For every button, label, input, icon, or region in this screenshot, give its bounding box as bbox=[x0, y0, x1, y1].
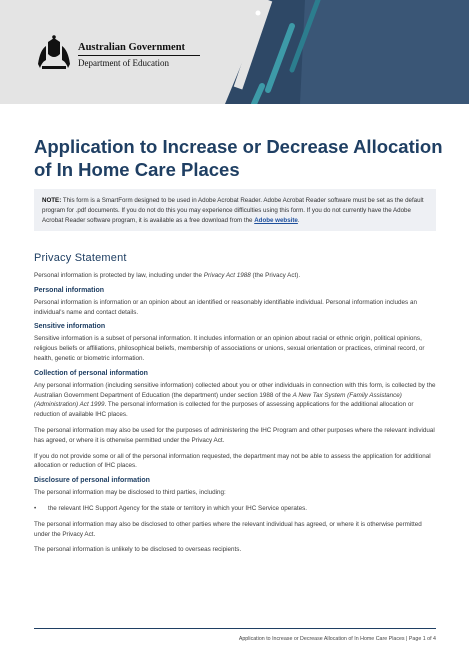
collection-section bbox=[34, 370, 438, 471]
coat-of-arms-icon bbox=[34, 34, 74, 74]
collection-heading: Collection of personal information bbox=[34, 369, 148, 377]
personal-information-section bbox=[34, 287, 438, 318]
collection-act-name: A New Tax System (Family Assistance) (Administration) Act 1999 bbox=[34, 391, 402, 409]
disclosure-text-1: The personal information may be disclosed to third parties, including: bbox=[34, 489, 226, 497]
collection-text-2: The personal information may also be used for the purposes of administering the IHC Program and other purposes where the relevant individual has agreed, or where it is otherwise permitted under the Privacy Act. bbox=[34, 426, 435, 444]
disclosure-text-3: The personal information is unlikely to be disclosed to overseas recipients. bbox=[34, 546, 242, 554]
privacy-intro bbox=[34, 271, 438, 281]
personal-information-heading: Personal information bbox=[34, 286, 105, 294]
collection-text-3: If you do not provide some or all of the personal information requested, the department may not be able to assess the application for additional allocation or reduction of IHC places. bbox=[34, 452, 431, 470]
adobe-website-link[interactable]: Adobe website bbox=[254, 217, 298, 224]
intro-act-name: Privacy Act 1988 bbox=[203, 272, 251, 279]
note-text: This form is a SmartForm designed to be used in Adobe Acrobat Reader. Adobe Acrobat Reader software must be set as the default program for .pdf documents. If you do not do this you may experience difficulties using this form. If you do not currently have the Adobe Acrobat Reader software program, it is available as a free download from the bbox=[42, 197, 424, 224]
disclosure-bullet bbox=[34, 504, 438, 514]
intro-text-end: (the Privacy Act). bbox=[250, 272, 301, 279]
bullet-icon: • bbox=[34, 504, 37, 512]
intro-text: Personal information is protected by law, including under the bbox=[34, 272, 204, 279]
note-end: . bbox=[297, 217, 300, 224]
sensitive-information-text: Sensitive information is a subset of personal information. It includes information or an opinion about racial or ethnic origin, political opinions, religious beliefs or affiliations, philosophical beliefs, membership of associations or unions, sexual orientation or practices, criminal record, or health, genetic or biometric information. bbox=[34, 335, 425, 362]
header-banner bbox=[0, 0, 469, 104]
disclosure-section bbox=[34, 477, 438, 555]
note-label: NOTE: bbox=[42, 197, 62, 204]
disclosure-bullet-text: the relevant IHC Support Agency for the state or territory in which your IHC Service operates. bbox=[48, 504, 307, 512]
government-logo bbox=[34, 34, 194, 74]
personal-information-text: Personal information is information or an opinion about an identified or reasonably identifiable individual. Personal information includes an individual's name and contact details. bbox=[34, 298, 417, 316]
page-title: Application to Increase or Decrease Allocation of In Home Care Places bbox=[34, 136, 443, 180]
disclosure-heading: Disclosure of personal information bbox=[34, 477, 150, 485]
government-name: Australian Government bbox=[78, 42, 186, 53]
privacy-heading: Privacy Statement bbox=[34, 252, 127, 264]
footer-divider bbox=[34, 628, 436, 629]
logo-divider bbox=[78, 55, 200, 56]
department-name: Department of Education bbox=[78, 58, 169, 68]
disclosure-text-2: The personal information may also be disclosed to other parties where the relevant individual has agreed, or where it is otherwise permitted under the Privacy Act. bbox=[34, 520, 422, 538]
header-navy-panel bbox=[300, 0, 469, 104]
collection-text-1 bbox=[34, 381, 438, 420]
collection-text-start: Any personal information (including sensitive information) collected about you or other individuals in connection with this form, is collected by the Australian Government Department of Education (the department) under section 1988 of the bbox=[34, 381, 436, 399]
sensitive-information-section bbox=[34, 323, 438, 363]
collection-text-end: . The personal information is collected for the purposes of assessing applications for the additional allocation or reduction of available IHC places. bbox=[34, 401, 414, 419]
privacy-statement bbox=[34, 252, 438, 561]
sensitive-information-heading: Sensitive information bbox=[34, 323, 106, 331]
header-dot bbox=[256, 11, 261, 16]
page-footer: Application to Increase or Decrease Allocation of In Home Care Places | Page 1 of 4 bbox=[238, 636, 436, 642]
note-box bbox=[34, 189, 436, 231]
